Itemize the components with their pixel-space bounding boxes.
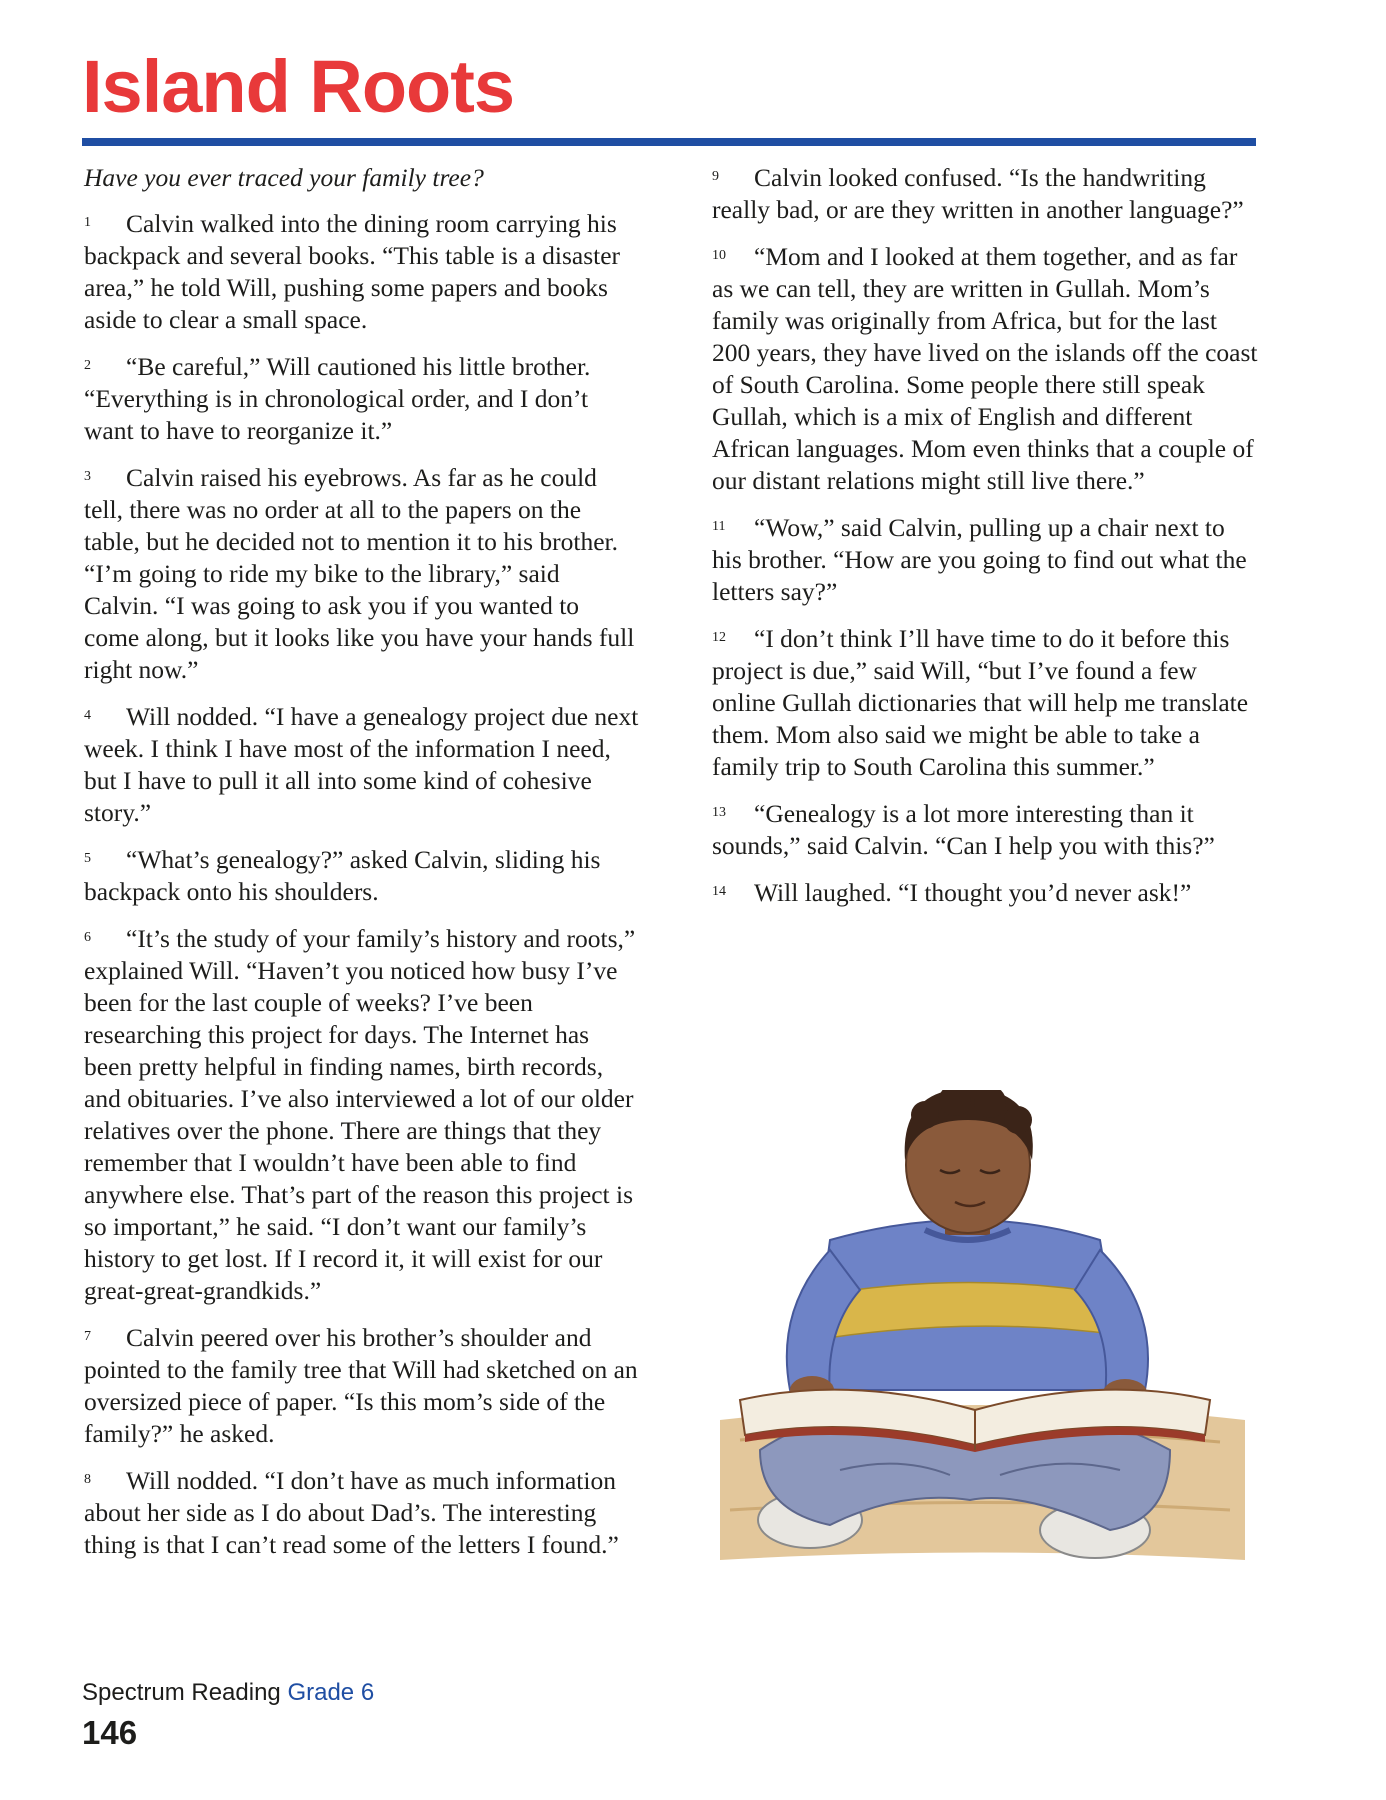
paragraph-number: 3 bbox=[84, 469, 91, 484]
paragraph-10 bbox=[712, 241, 1260, 497]
paragraph-text: “Genealogy is a lot more interesting than it sounds,” said Calvin. “Can I help you with this?” bbox=[712, 799, 1215, 860]
paragraph-text: Calvin looked confused. “Is the handwriting really bad, or are they written in another language?” bbox=[712, 163, 1244, 224]
paragraph-number: 9 bbox=[712, 169, 719, 184]
paragraph-text: Calvin raised his eyebrows. As far as he could tell, there was no order at all to the papers on the table, but he decided not to mention it to his brother. “I’m going to ride my bike to the library,” said Calvin. “I was going to ask you if you wanted to come along, but it looks like you have your hands full right now.” bbox=[84, 463, 635, 684]
paragraph-12 bbox=[712, 623, 1260, 783]
boy-reading-book-illustration bbox=[700, 1090, 1260, 1590]
paragraph-text: “Mom and I looked at them together, and as far as we can tell, they are written in Gullah. Mom’s family was originally from Africa, but for the last 200 years, they have lived on the islands off the coast of South Carolina. Some people there still speak Gullah, which is a mix of English and different African languages. Mom even thinks that a couple of our distant relations might still live there.” bbox=[712, 242, 1258, 495]
left-column bbox=[84, 162, 640, 1576]
paragraph-text: Calvin peered over his brother’s shoulder and pointed to the family tree that Will had sketched on an oversized piece of paper. “Is this mom’s side of the family?” he asked. bbox=[84, 1323, 638, 1448]
paragraph-number: 5 bbox=[84, 851, 91, 866]
footer-series bbox=[82, 1679, 374, 1707]
paragraph-14 bbox=[712, 877, 1260, 909]
paragraph-13 bbox=[712, 798, 1260, 862]
paragraph-text: Will nodded. “I don’t have as much information about her side as I do about Dad’s. The interesting thing is that I can’t read some of the letters I found.” bbox=[84, 1466, 619, 1559]
intro-question: Have you ever traced your family tree? bbox=[84, 163, 484, 192]
grade-label: Grade 6 bbox=[287, 1679, 375, 1706]
paragraph-text: Will nodded. “I have a genealogy project due next week. I think I have most of the information I need, but I have to pull it all into some kind of cohesive story.” bbox=[84, 702, 639, 827]
paragraph-number: 1 bbox=[84, 215, 91, 230]
page-title: Island Roots bbox=[82, 45, 515, 128]
paragraph-3 bbox=[84, 462, 640, 686]
paragraph-number: 13 bbox=[712, 805, 726, 820]
paragraph-number: 8 bbox=[84, 1472, 91, 1487]
paragraph-number: 2 bbox=[84, 358, 91, 373]
paragraph-text: “What’s genealogy?” asked Calvin, sliding his backpack onto his shoulders. bbox=[84, 845, 601, 906]
right-column bbox=[712, 162, 1260, 924]
paragraph-5 bbox=[84, 844, 640, 908]
title-divider bbox=[82, 138, 1256, 146]
paragraph-1 bbox=[84, 208, 640, 336]
paragraph-2 bbox=[84, 351, 640, 447]
paragraph-4 bbox=[84, 701, 640, 829]
paragraph-11 bbox=[712, 512, 1260, 608]
paragraph-8 bbox=[84, 1465, 640, 1561]
paragraph-9 bbox=[712, 162, 1260, 226]
paragraph-text: “I don’t think I’ll have time to do it before this project is due,” said Will, “but I’ve found a few online Gullah dictionaries that will help me translate them. Mom also said we might be able to take a family trip to South Carolina this summer.” bbox=[712, 624, 1249, 781]
paragraph-text: “Wow,” said Calvin, pulling up a chair next to his brother. “How are you going to find out what the letters say?” bbox=[712, 513, 1247, 606]
page-number: 146 bbox=[82, 1714, 138, 1751]
paragraph-text: Calvin walked into the dining room carrying his backpack and several books. “This table is a disaster area,” he told Will, pushing some papers and books aside to clear a small space. bbox=[84, 209, 621, 334]
paragraph-number: 7 bbox=[84, 1329, 91, 1344]
paragraph-text: “It’s the study of your family’s history and roots,” explained Will. “Haven’t you noticed how busy I’ve been for the last couple of weeks? I’ve been researching this project for days. The Internet has been pretty helpful in finding names, birth records, and obituaries. I’ve also interviewed a lot of our older relatives over the phone. There are things that they remember that I wouldn’t have been able to find anywhere else. That’s part of the reason this project is so important,” he said. “I don’t want our family’s history to get lost. If I record it, it will exist for our great-great-grandkids.” bbox=[84, 924, 636, 1305]
paragraph-number: 12 bbox=[712, 630, 726, 645]
paragraph-number: 4 bbox=[84, 708, 91, 723]
paragraph-number: 6 bbox=[84, 930, 91, 945]
series-name: Spectrum Reading bbox=[82, 1679, 281, 1706]
boy-reading-icon bbox=[700, 1090, 1260, 1590]
paragraph-7 bbox=[84, 1322, 640, 1450]
paragraph-text: “Be careful,” Will cautioned his little brother. “Everything is in chronological order, and I don’t want to have to reorganize it.” bbox=[84, 352, 591, 445]
paragraph-text: Will laughed. “I thought you’d never ask!” bbox=[754, 878, 1192, 907]
paragraph-6 bbox=[84, 923, 640, 1307]
paragraph-number: 14 bbox=[712, 884, 726, 899]
paragraph-number: 10 bbox=[712, 248, 726, 263]
paragraph-number: 11 bbox=[712, 519, 726, 534]
